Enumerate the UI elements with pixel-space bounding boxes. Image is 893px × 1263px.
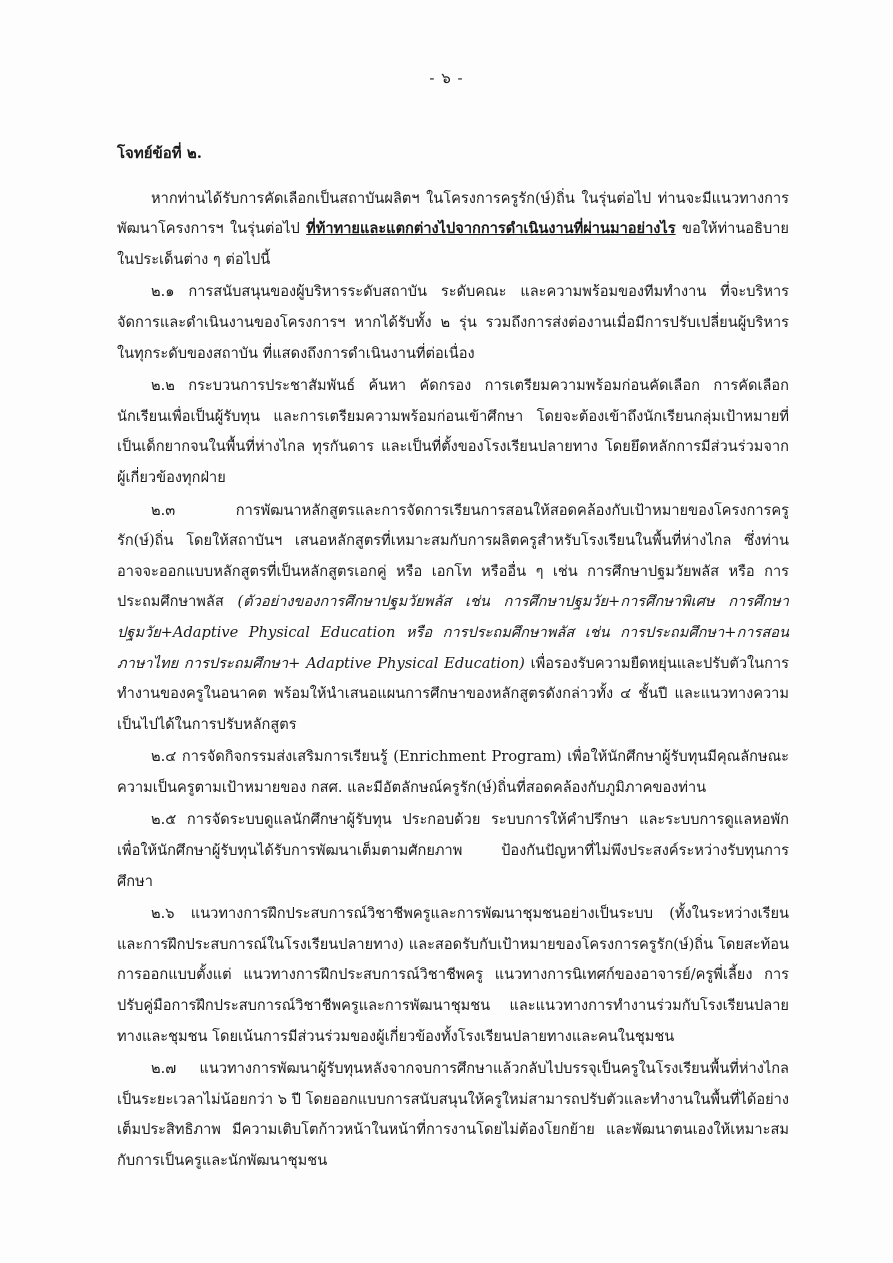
intro-emphasis: ที่ท้าทายและแตกต่างไปจากการดำเนินงานที่ผ่านมาอย่างไร: [306, 220, 676, 238]
item-2-3: [117, 496, 789, 741]
item-2-3-text-after: เพื่อรองรับความยืดหยุ่นและปรับตัวในการทำงานของครูในอนาคต พร้อมให้นำเสนอแผนการศึกษาของหลักสูตรดังกล่าวทั้ง ๔ ชั้นปี และแนวทางความเป็นไปได้ในการปรับหลักสูตร: [117, 654, 789, 733]
page-number: - ๖ -: [429, 69, 464, 87]
item-2-6: ๒.๖ แนวทางการฝึกประสบการณ์วิชาชีพครูและการพัฒนาชุมชนอย่างเป็นระบบ (ทั้งในระหว่างเรียนและการฝึกประสบการณ์ในโรงเรียนปลายทาง) และสอดรับกับเป้าหมายของโครงการครูรัก(ษ์)ถิ่น โดยสะท้อนการออกแบบตั้งแต่ แนวทางการฝึกประสบการณ์วิชาชีพครู แนวทางการนิเทศก์ของอาจารย์/ครูพี่เลี้ยง การปรับคู่มือการฝึกประสบการณ์วิชาชีพครูและการพัฒนาชุมชน และแนวทางการทำงานร่วมกับโรงเรียนปลายทางและชุมชน โดยเน้นการมีส่วนร่วมของผู้เกี่ยวข้องทั้งโรงเรียนปลายทางและคนในชุมชน: [117, 905, 789, 1045]
item-2-7: ๒.๗ แนวทางการพัฒนาผู้รับทุนหลังจากจบการศึกษาแล้วกลับไปบรรจุเป็นครูในโรงเรียนพื้นที่ห่างไกลเป็นระยะเวลาไม่น้อยกว่า ๖ ปี โดยออกแบบการสนับสนุนให้ครูใหม่สามารถปรับตัวและทำงานในพื้นที่ได้อย่างเต็มประสิทธิภาพ มีความเติบโตก้าวหน้าในหน้าที่การงานโดยไม่ต้องโยกย้าย และพัฒนาตนเองให้เหมาะสมกับการเป็นครูและนักพัฒนาชุมชน: [117, 1060, 789, 1169]
item-2-3-text-before: ๒.๓ การพัฒนาหลักสูตรและการจัดการเรียนการสอนให้สอดคล้องกับเป้าหมายของโครงการครูรัก(ษ์)ถิ่น โดยให้สถาบันฯ เสนอหลักสูตรที่เหมาะสมกับการผลิตครูสำหรับโรงเรียนในพื้นที่ห่างไกล ซึ่งท่านอาจจะออกแบบหลักสูตรที่เป็นหลักสูตรเอกคู่ หรือ เอกโท หรืออื่น ๆ เช่น การศึกษาปฐมวัยพลัส หรือ การประถมศึกษาพลัส: [117, 501, 789, 611]
item-2-5: ๒.๕ การจัดระบบดูแลนักศึกษาผู้รับทุน ประกอบด้วย ระบบการให้คำปรึกษา และระบบการดูแลหอพัก เพื่อให้นักศึกษาผู้รับทุนได้รับการพัฒนาเต็มตามศักยภาพ ป้องกันปัญหาที่ไม่พึงประสงค์ระหว่างรับทุนการศึกษา: [117, 811, 789, 890]
question-heading: โจทย์ข้อที่ ๒.: [117, 144, 203, 162]
item-2-4: ๒.๔ การจัดกิจกรรมส่งเสริมการเรียนรู้ (Enrichment Program) เพื่อให้นักศึกษาผู้รับทุนมีคุณลักษณะความเป็นครูตามเป้าหมายของ กสศ. และมีอัตลักษณ์ครูรัก(ษ์)ถิ่นที่สอดคล้องกับภูมิภาคของท่าน: [117, 748, 789, 796]
item-2-3-examples: (ตัวอย่างของการศึกษาปฐมวัยพลัส เช่น การศึกษาปฐมวัย+การศึกษาพิเศษ การศึกษาปฐมวัย+Adaptive Physical Education หรือ การประถมศึกษาพลัส เช่น การประถมศึกษา+การสอนภาษาไทย การประถมศึกษา+ Adaptive Physical Education): [117, 593, 790, 672]
item-2-2: ๒.๒ กระบวนการประชาสัมพันธ์ ค้นหา คัดกรอง การเตรียมความพร้อมก่อนคัดเลือก การคัดเลือกนักเรียนเพื่อเป็นผู้รับทุน และการเตรียมความพร้อมก่อนเข้าศึกษา โดยจะต้องเข้าถึงนักเรียนกลุ่มเป้าหมายที่เป็นเด็กยากจนในพื้นที่ห่างไกล ทุรกันดาร และเป็นที่ตั้งของโรงเรียนปลายทาง โดยยึดหลักการมีส่วนร่วมจากผู้เกี่ยวข้องทุกฝ่าย: [117, 377, 789, 486]
document-body: [117, 138, 789, 1177]
intro-text-before: หากท่านได้รับการคัดเลือกเป็นสถาบันผลิตฯ ในโครงการครูรัก(ษ์)ถิ่น ในรุ่นต่อไป ท่านจะมีแนวทางการพัฒนาโครงการฯ ในรุ่นต่อไป: [117, 189, 789, 238]
item-2-1: ๒.๑ การสนับสนุนของผู้บริหารระดับสถาบัน ระดับคณะ และความพร้อมของทีมทำงาน ที่จะบริหารจัดการและดำเนินงานของโครงการฯ หากได้รับทั้ง ๒ รุ่น รวมถึงการส่งต่องานเมื่อมีการปรับเปลี่ยนผู้บริหารในทุกระดับของสถาบัน ที่แสดงถึงการดำเนินงานที่ต่อเนื่อง: [117, 283, 789, 362]
intro-text-after: ขอให้ท่านอธิบายในประเด็นต่าง ๆ ต่อไปนี้: [117, 220, 789, 268]
intro-paragraph: [117, 184, 789, 276]
